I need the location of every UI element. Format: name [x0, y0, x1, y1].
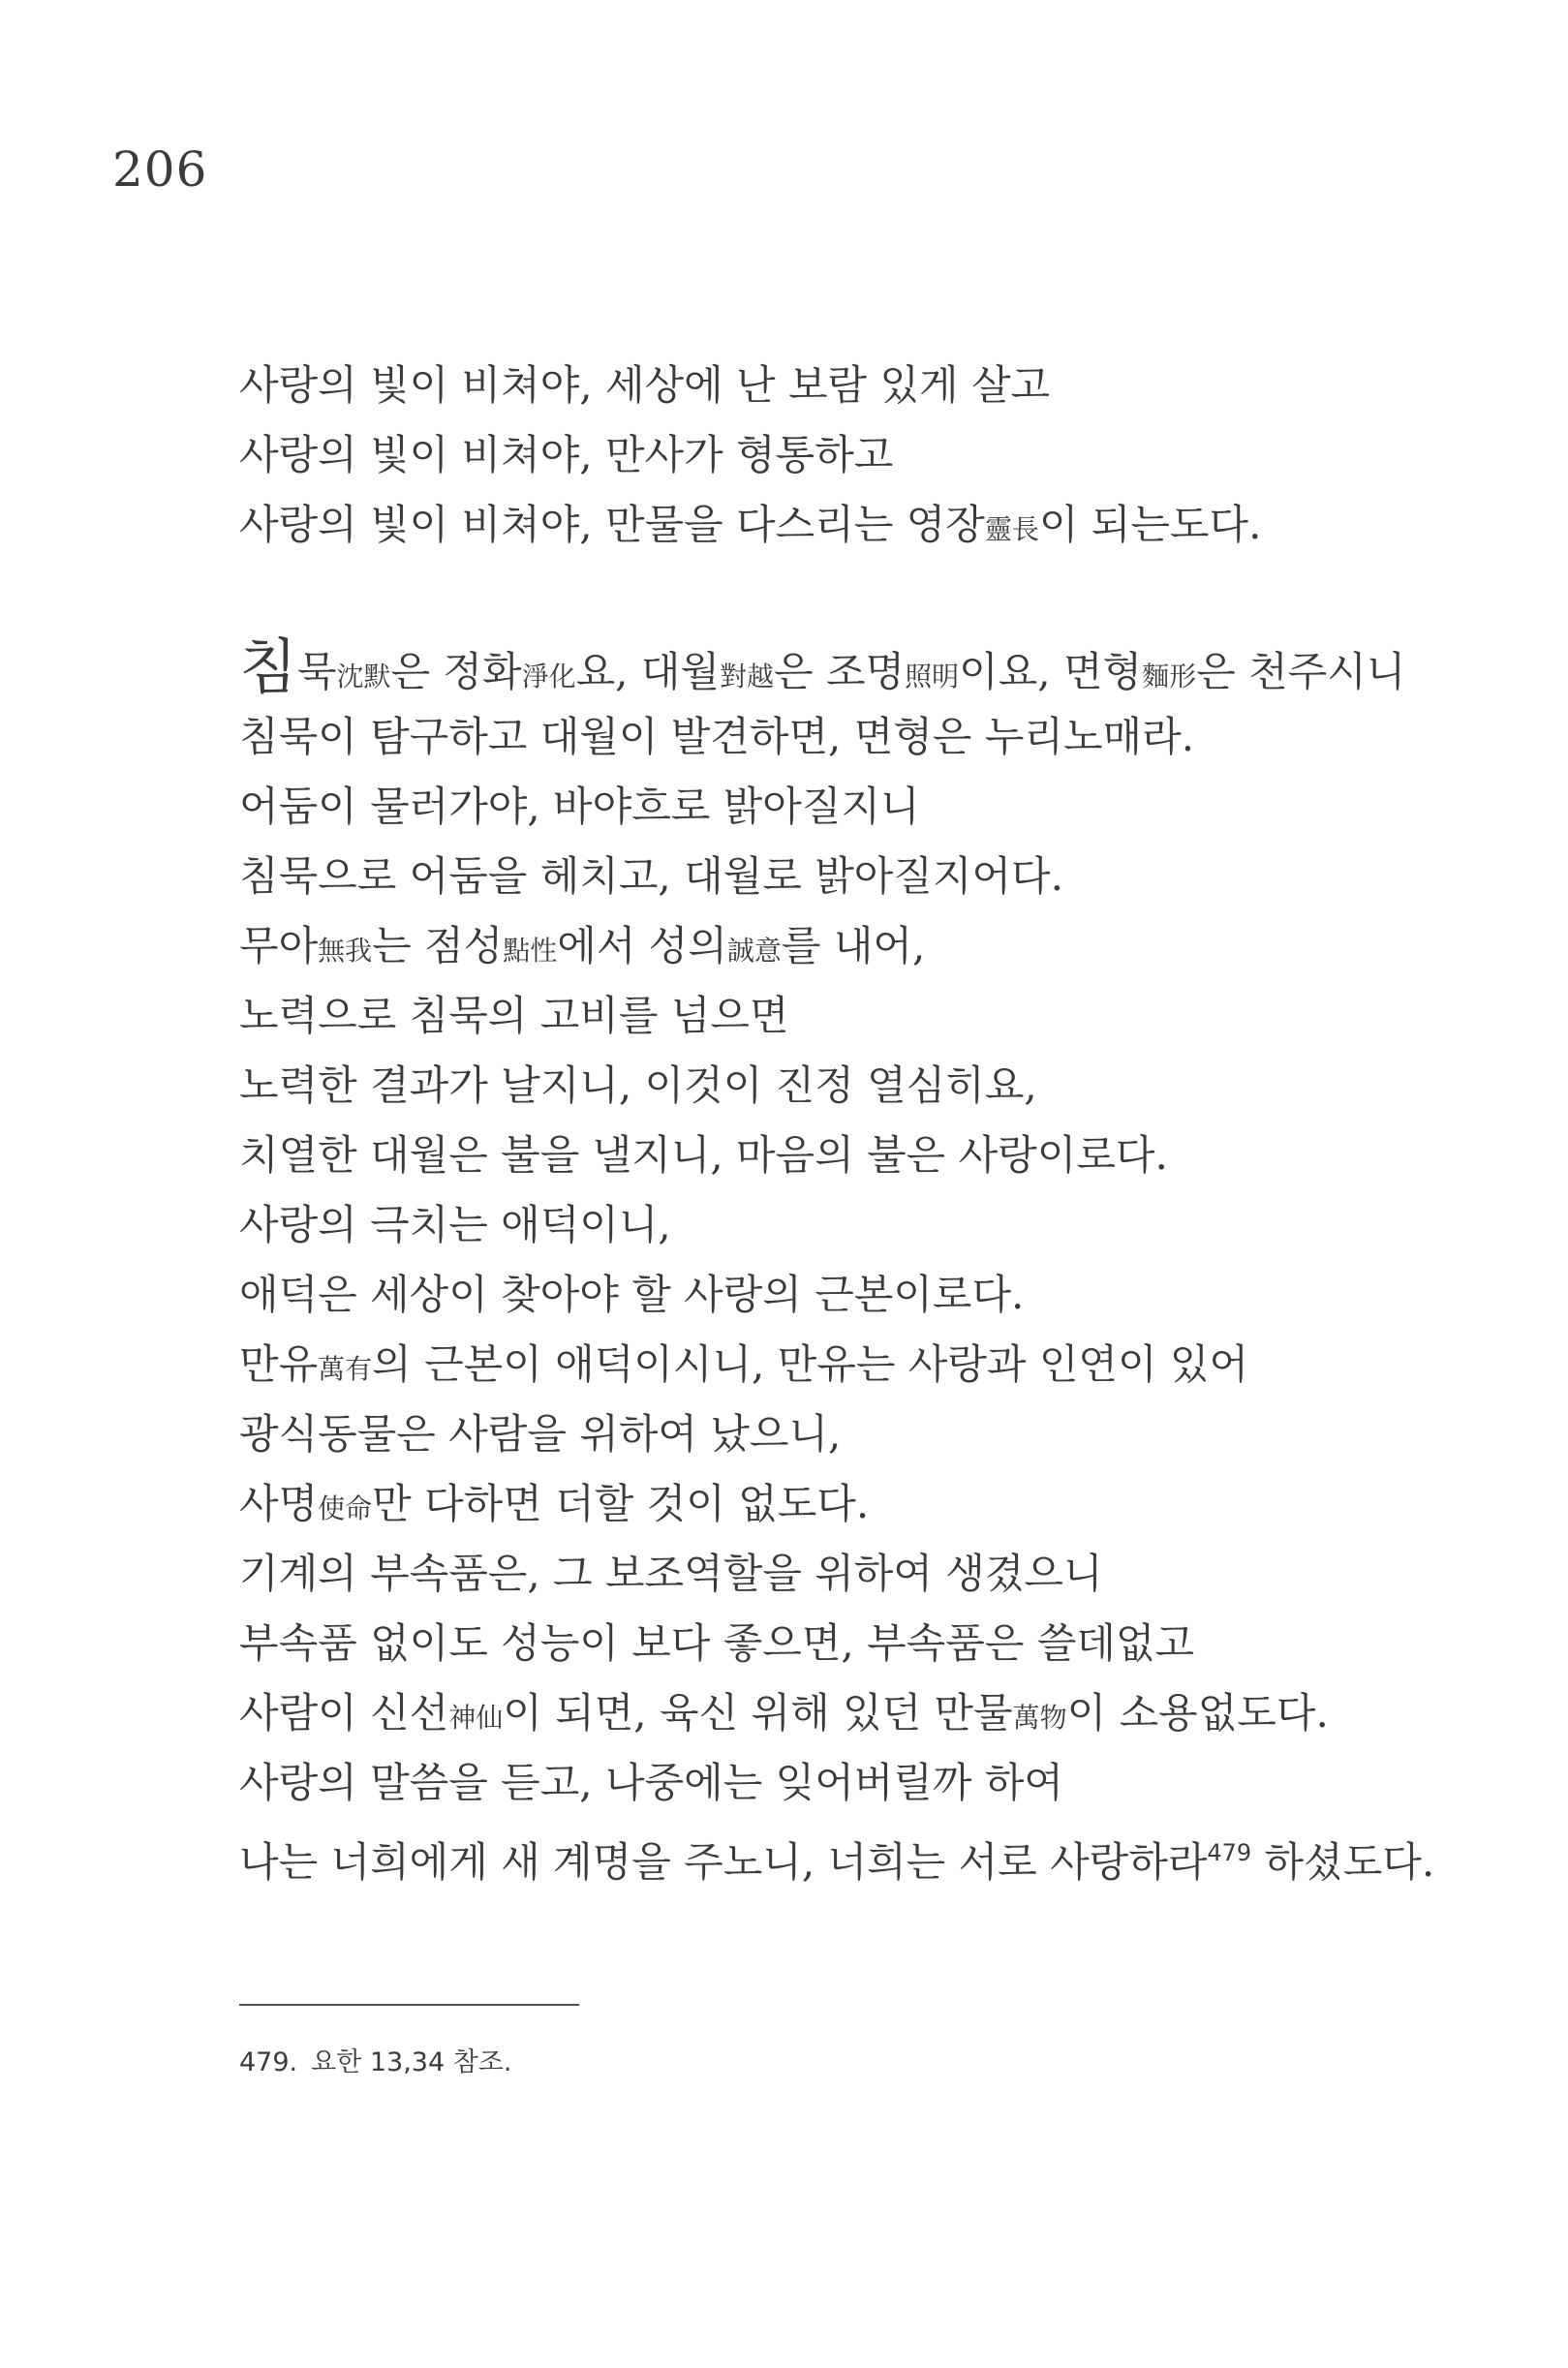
- drop-cap: 침: [239, 631, 297, 702]
- poem-line: 사람이 신선神仙이 되면, 육신 위해 있던 만물萬物이 소용없도다.: [239, 1689, 1329, 1737]
- poem-line: 침묵沈默은 정화淨化요, 대월對越은 조명照明이요, 면형麵形은 천주시니: [239, 631, 1406, 702]
- poem-line: 사랑의 빛이 비쳐야, 만물을 다스리는 영장靈長이 되는도다.: [239, 501, 1262, 548]
- hanja-annotation: 點性: [503, 935, 558, 967]
- poem-line: 사랑의 말씀을 듣고, 나중에는 잊어버릴까 하여: [239, 1759, 1063, 1806]
- hanja-annotation: 麵形: [1142, 661, 1197, 692]
- poem-line: 사랑의 극치는 애덕이니,: [239, 1201, 671, 1248]
- poem-line: 무아無我는 점성點性에서 성의誠意를 내어,: [239, 922, 926, 969]
- poem-line: 기계의 부속품은, 그 보조역할을 위하여 생겼으니: [239, 1550, 1103, 1597]
- page-number: 206: [112, 141, 208, 198]
- hanja-annotation: 對越: [720, 661, 775, 692]
- hanja-annotation: 萬物: [1012, 1702, 1067, 1734]
- poem-line: 애덕은 세상이 찾아야 할 사랑의 근본이로다.: [239, 1271, 1025, 1318]
- poem-line: 사명使命만 다하면 더할 것이 없도다.: [239, 1480, 870, 1527]
- hanja-annotation: 沈默: [336, 661, 391, 692]
- poem-line: 침묵으로 어둠을 헤치고, 대월로 밝아질지어다.: [239, 852, 1063, 900]
- poem-line: 어둠이 물러가야, 바야흐로 밝아질지니: [239, 783, 920, 830]
- hanja-annotation: 萬有: [318, 1353, 373, 1385]
- hanja-annotation: 無我: [318, 935, 373, 967]
- hanja-annotation: 誠意: [726, 935, 782, 967]
- poem-line: 치열한 대월은 불을 낼지니, 마음의 불은 사랑이로다.: [239, 1131, 1168, 1179]
- footnote-text: 요한 13,34 참조.: [311, 2047, 512, 2077]
- stanza-1: [239, 351, 1261, 560]
- poem-line: 노력으로 침묵의 고비를 넘으면: [239, 992, 789, 1039]
- footnote-reference[interactable]: 479: [1207, 1839, 1252, 1866]
- hanja-annotation: 淨化: [521, 661, 576, 692]
- footnote: [239, 2041, 512, 2078]
- hanja-annotation: 使命: [318, 1492, 373, 1524]
- poem-line: 노력한 결과가 날지니, 이것이 진정 열심히요,: [239, 1061, 1037, 1109]
- hanja-annotation: 靈長: [984, 513, 1039, 545]
- poem-line: 사랑의 빛이 비쳐야, 세상에 난 보람 있게 살고: [239, 361, 1051, 409]
- footnote-number: 479.: [239, 2047, 298, 2077]
- stanza-2: [239, 632, 1434, 1888]
- hanja-annotation: 神仙: [448, 1702, 504, 1734]
- hanja-annotation: 照明: [905, 661, 960, 692]
- footnote-divider: [239, 2004, 579, 2006]
- poem-line: 침묵이 탐구하고 대월이 발견하면, 면형은 누리노매라.: [239, 713, 1195, 760]
- poem-line: 사랑의 빛이 비쳐야, 만사가 형통하고: [239, 431, 894, 478]
- poem-line: 부속품 없이도 성능이 보다 좋으면, 부속품은 쓸데없고: [239, 1619, 1195, 1667]
- poem-line: 광식동물은 사람을 위하여 났으니,: [239, 1410, 842, 1458]
- poem-line: 나는 너희에게 새 계명을 주노니, 너희는 서로 사랑하라$^{479}$ 하셨도다.: [239, 1838, 1435, 1886]
- poem-line: 만유萬有의 근본이 애덕이시니, 만유는 사랑과 인연이 있어: [239, 1340, 1249, 1388]
